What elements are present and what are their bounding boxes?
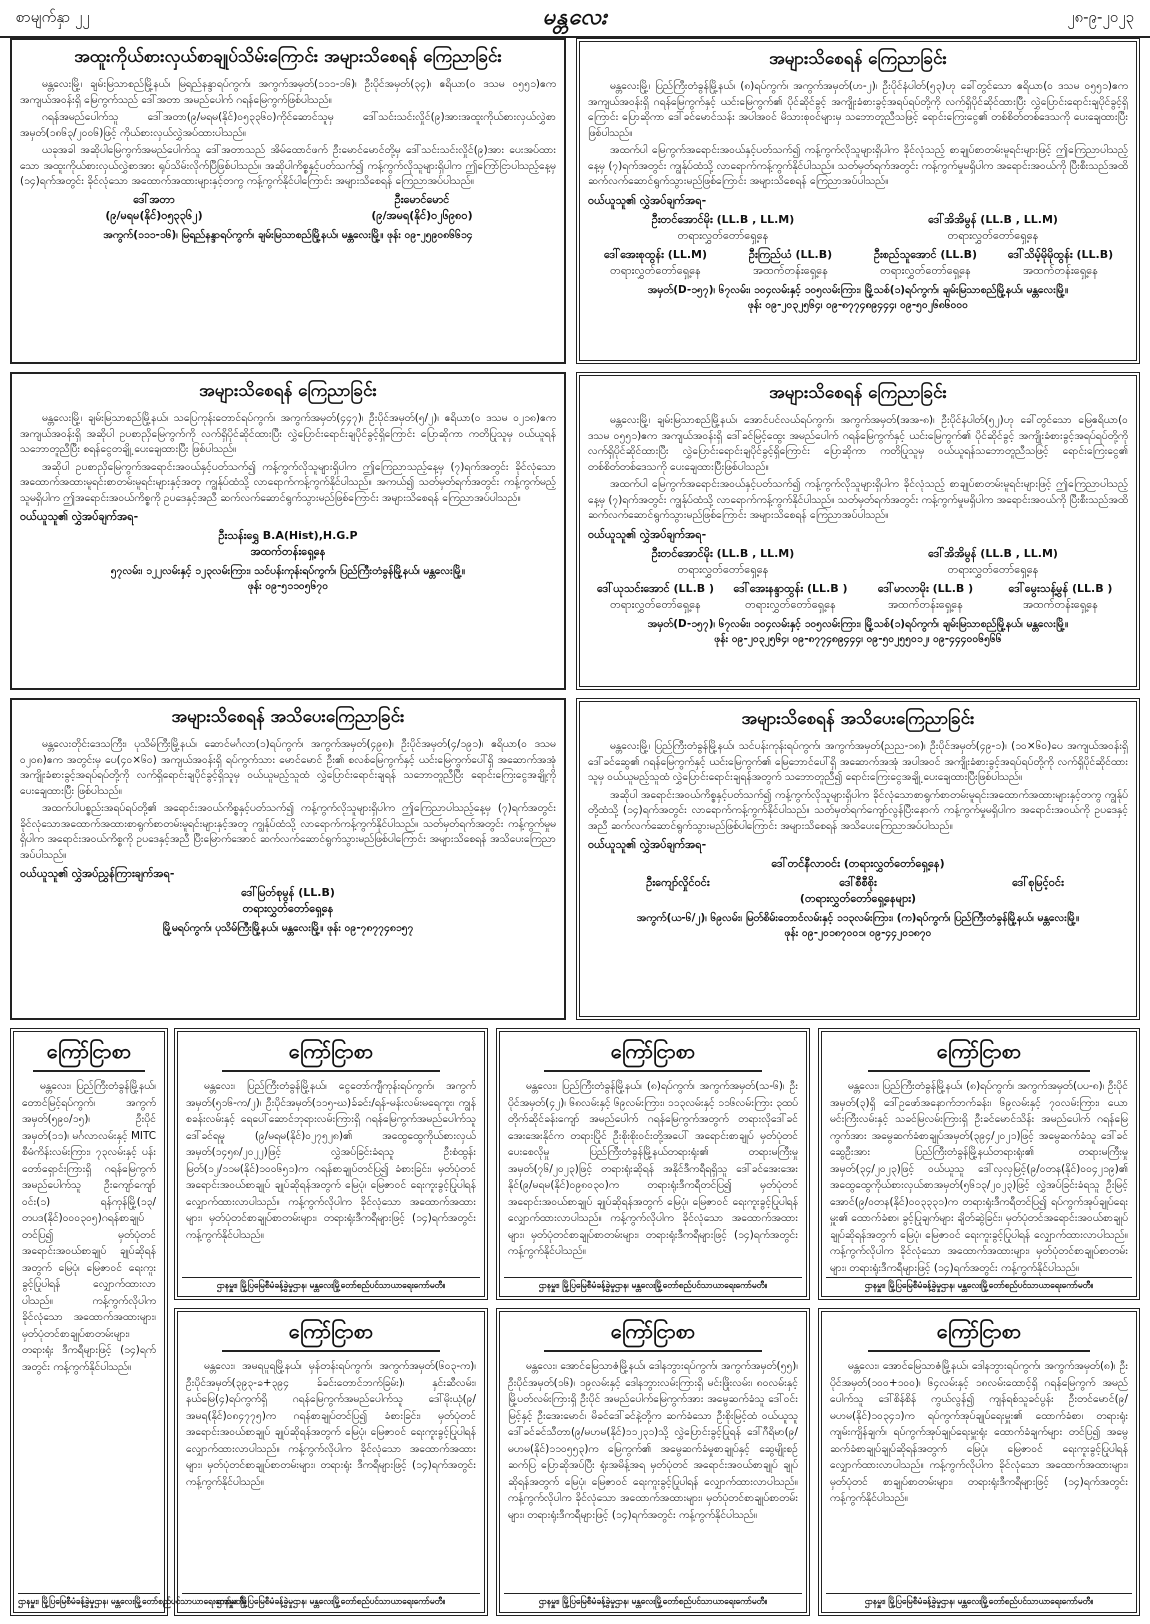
- public-notice-footer: ဌာနမှူး၊ မြို့ပြမြေစီမံခန့်ခွဲမှုဌာန၊ မန္တလေးမြို့တော်စည်ပင်သာယာရေးကော်မတီ။: [504, 1277, 802, 1293]
- notice-body: [20, 77, 556, 190]
- signatory-name: ဦးမောင်မောင်: [394, 192, 450, 206]
- notice-paragraph: အထက်ပါ မြေကွက်အရောင်းအဝယ်နှင့်ပတ်သက်၍ ကန့်ကွက်လိုသူများရှိပါက ခိုင်လုံသည့် စာချုပ်စာတမ်းမူရင်းများဖြင့် ဤကြေညာပါသည့်နေ့မှ (၇)ရက်အတွင်း ကျွန်ုပ်ထံသို့ လာရောက်ကန့်ကွက်နိုင်ပါသည်။ သတ်မှတ်ရက်အတွင်း ကန့်ကွက်မှုမရှိပါက အရောင်းအဝယ်ကို ပြီးစီးသည်အထိ ဆက်လက်ဆောင်ရွက်သွားမည်ဖြစ်ကြောင်း အများသိစေရန် ကြေညာအပ်ပါသည်။: [588, 478, 1128, 521]
- lawyer-title: တရားလွှတ်တော်ရှေ့နေ: [610, 597, 701, 611]
- lawyer-title: တရားလွှတ်တော်ရှေ့နေ: [880, 263, 971, 277]
- public-notice-1: [10, 1028, 247, 1616]
- public-notice-4: [818, 1028, 1140, 1300]
- lawyer-name: ဦးကြည်ယံ (LL.B): [748, 247, 833, 261]
- lawyers-top: [588, 213, 1128, 245]
- public-notice-2: [174, 1028, 488, 1300]
- lawyer-name: ဒေါ်အိအိမွန် (LL.B , LL.M): [928, 546, 1058, 560]
- notice-body: [588, 413, 1128, 524]
- public-notice-body: မန္တလေး၊ ပြည်ကြီးတံခွန်မြို့နယ်၊ တောင်မြင့်ရပ်ကွက်၊ အကွက်အမှတ်(၅၉၀/၁၅)၊ ဦးပိုင်အမှတ်(၁၁)၊ မင်္ဂလာလမ်းနှင့် MITC စီမံကိန်းလမ်းကြား၊ ၇၃လမ်းနှင့် ပန်းတော်ရှောင်းကြားရှိ ဂရန်မြေကွက်အမည်ပေါက်သူ ဦးကျော်ကျော်ဝင်း(၁) ရန်ကုန်မြို့(၁၃/တပဒ(နိုင်)၀၀၀၃၀၅)ဂရန်စာချုပ် တင်ပြ၍ မှတ်ပုံတင် အရောင်းအဝယ်စာချုပ် ချုပ်ဆိုရန်အတွက် မြေပုံ၊ မြေဇာဝင် ရေးကူးခွင့်ပြုပါရန် လျှောက်ထားလာပါသည်။ ကန့်ကွက်လိုပါက ခိုင်လုံသော အထောက်အထားများ၊ မှတ်ပုံတင်စာချုပ်စာတမ်းများ၊ တရားရုံး ဒီကရီများဖြင့် (၁၄)ရက်အတွင်း ကန့်ကွက်နိုင်ပါသည်။: [22, 1080, 156, 1373]
- page-number: စာမျက်နှာ ၂၂: [16, 8, 90, 26]
- lawyer-name: ဒေါ်အေးနန္ဒာထွန်း (LL.B ): [733, 581, 848, 595]
- lawyer-name: ဒေါ်တင်နီလာဝင်း (တရားလွှတ်တော်ရှေ့နေ): [771, 857, 945, 870]
- notice-paragraph: အထက်ပါပစ္စည်းအရပ်ရပ်တို့၏ အရောင်းအဝယ်ကိစ္စနှင့်ပတ်သက်၍ ကန့်ကွက်လိုသူများရှိပါက ဤကြေညာပါသည့်နေ့မှ (၇)ရက်အတွင်း ခိုင်လုံသောအထောက်အထားစာရွက်စာတမ်းမူရင်းများနှင့်အတူ ကျွန်ုပ်ထံသို့ လာရောက်ကန့်ကွက်နိုင်ပါသည်။ သတ်မှတ်ရက်အတွင်း ကန့်ကွက်မှုမရှိပါက အရောင်းအဝယ်ကိစ္စကို ဥပဒေနှင့်အညီ ပြီးမြောက်အောင် ဆက်လက်ဆောင်ရွက်သွားမည်ဖြစ်ပါကြောင်း အများသိစေရန် အသိပေးကြေညာအပ်ပါသည်။: [20, 802, 556, 861]
- notice-paragraph: ဂရန်အမည်ပေါက်သူ ဒေါ်အတာ(၉/မရမ(နိုင်)၀၅၃၃၆၀)ကိုင်ဆောင်သူမှ ဒေါ်သင်းသင်းလှိုင်(၉)အားအထူးကိုယ်စားလှယ်လွှဲစာအမှတ်(၁၈၆၃/၂၀၀၆)ဖြင့် ကိုယ်စားလှယ်လွှဲအပ်ထားပါသည်။: [20, 111, 556, 139]
- lawyer-title: အထက်တန်းရှေ့နေ: [1023, 597, 1098, 611]
- lawyer-name: ဒေါ်အိအိမွန် (LL.B , LL.M): [928, 212, 1058, 226]
- lawyer-name: ဒေါ်စုမြင့်ဝင်း: [1012, 876, 1064, 889]
- lawyer-title: တရားလွှတ်တော်ရှေ့နေ: [677, 562, 769, 576]
- lawyer-name: ဦးစည်သူအောင် (LL.B): [873, 247, 978, 261]
- lawyer-title: တရားလွှတ်တော်ရှေ့နေ: [745, 597, 836, 611]
- lawyer-name: ဦးတင်အောင်မိုး (LL.B , LL.M): [651, 546, 795, 560]
- notice-body: [588, 79, 1128, 190]
- signatory-id: (၉/မရမ(နိုင်)၀၅၃၃၆၂): [105, 208, 203, 222]
- public-notice-body: မန္တလေး၊ ပြည်ကြီးတံခွန်မြို့နယ်၊ ငွေတော်ကျီကုန်းရပ်ကွက်၊ အကွက်အမှတ်(၅၁၆-က/၂)၊ ဦးပိုင်အမှတ်(၁၁၅-ဃ)ခ်ခင်း/ရန်-မန်းလမ်းမရေကူး၊ ကျွန်စခန်းလမ်းနှင့် ရေပေါ်ဆောင်ဘုရားလမ်းကြားရှိ ဂရန်မြေကွက်အမည်ပေါက်သူ ဒေါ်ခင်ရမူ (၉/မရမ(နိုင်)၀၂၇၅၂၈)၏ အထွေထွေကိုယ်စားလှယ်အမှတ်(၁၄၅၈/၂၀၂၂)ဖြင့် လွှဲအပ်ခြင်းခံရသူ ဦးစံထွန်းမြတ်(၁၂/၁၁မ(နိုင်)၁၀၀၆၅၁)က ဂရန်စာချုပ်တင်ပြ၍ ခံစားခြင်း၊ မှတ်ပုံတင်အရောင်းအဝယ်စာချုပ် ချုပ်ဆိုရန်အတွက် မြေပုံ၊ မြေဇာဝင် ရေးကူးခွင့်ပြုပါရန် လျှောက်ထားလာပါသည်။ ကန့်ကွက်လိုပါက ခိုင်လုံသော အထောက်အထားများ၊ မှတ်ပုံတင်စာချုပ်စာတမ်းများ၊ တရားရုံးဒီကရီများဖြင့် (၁၄)ရက်အတွင်း ကန့်ကွက်နိုင်ပါသည်။: [186, 1080, 476, 1241]
- lawyer: [20, 529, 556, 561]
- lawyer-name: ဦးသန်းရွှေ B.A(Hist),H.G.P: [218, 529, 358, 542]
- notice-paragraph: အထက်ပါ မြေကွက်အရောင်းအဝယ်နှင့်ပတ်သက်၍ ကန့်ကွက်လိုသူများရှိပါက ခိုင်လုံသည့် စာချုပ်စာတမ်းမူရင်းများဖြင့် ဤကြေညာပါသည့်နေ့မှ (၇)ရက်အတွင်း ကျွန်ုပ်ထံသို့ လာရောက်ကန့်ကွက်နိုင်ပါသည်။ သတ်မှတ်ရက်အတွင်း ကန့်ကွက်မှုမရှိပါက အရောင်းအဝယ်ကို ပြီးစီးသည်အထိ ဆက်လက်ဆောင်ရွက်သွားမည်ဖြစ်ကြောင်း အများသိစေရန် ကြေညာအပ်ပါသည်။: [588, 144, 1128, 187]
- public-notice-title: ကြော်ငြာစာ: [222, 1316, 439, 1352]
- public-notice-title: ကြော်ငြာစာ: [33, 1036, 144, 1072]
- public-notice-body: မန္တလေး၊ အောင်မြေသာဇံမြို့နယ်၊ ဒေါနဘွားရပ်ကွက်၊ အကွက်အမှတ်(၅၅)၊ ဦးပိုင်အမှတ်(၁၆)၊ ၁၉လမ်းနှင့် ဒေါနဘွားလမ်းကြားရှိ မင်းဖြိုးလမ်း၊ ၈၀လမ်းနှင့် မြို့ပတ်လမ်းကြားရှိ ဦးပိုင် အမည်ပေါက်မြေကွက်အား အမွေဆက်ခံသူ ဒေါ်ဝင်းမြင့်နှင့် ဦးအေးမောင်၊ မိခင်ဒေါ်ခင်နဲ့တို့က ဆက်ခံသော ဦးစိုးမြင့်ထံ ဝယ်ယူသူ ဒေါ်ခင်ခင်သီတာ(၉/မဟမ(နိုင်)၁၁၂၃၁)သို့ လွှဲပြောင်းခွင့်ပြုရန် ဒေါ်ဂီရိမာ(၉/မဟမ(နိုင်)၁၁၀၅၅၃)က မြေကွက်၏ အမွေဆက်ခံမှုစာချုပ်နှင့် ဆွေမျိုးစဉ်ဆက်ပြ ပြောဆိုအပ်ပြီး ရုံးအမိန့်အရ မှတ်ပုံတင် အရောင်းအဝယ်စာချုပ် ချုပ်ဆိုရန်အတွက် မြေပုံ၊ မြေဇာဝင် ရေးကူးခွင့်ပြုပါရန် လျှောက်ထားလာပါသည်။ ကန့်ကွက်လိုပါက ခိုင်လုံသော အထောက်အထားများ၊ မှတ်ပုံတင်စာချုပ်စာတမ်းများ၊ တရားရုံးဒီကရီများဖြင့် (၁၄)ရက်အတွင်း ကန့်ကွက်နိုင်ပါသည်။: [508, 1360, 798, 1521]
- notice-title: အများသိစေရန် အသိပေးကြေညာခြင်း: [171, 707, 405, 727]
- notice-title: အထူးကိုယ်စားလှယ်စာချုပ်သိမ်းကြောင်း အများသိစေရန် ကြေညာခြင်း: [74, 47, 502, 67]
- public-notice-title: ကြော်ငြာစာ: [544, 1036, 761, 1072]
- notice-paragraph: မန္တလေးမြို့၊ ပြည်ကြီးတံခွန်မြို့နယ်၊ (၈)ရပ်ကွက်၊ အကွက်အမှတ်(ဟ-၂)၊ ဦးပိုင်နံပါတ်(၅၃)ဟု ခေါ်တွင်သော ဧရိယာ(၀ ဒသမ ၀၅၅၁)ဧက အကျယ်အဝန်းရှိ ဂရန်မြေကွက်နှင့် ယင်းမြေကွက်၏ ပိုင်ဆိုင်ခွင့် အကျိုးခံစားခွင့်အရပ်ရပ်တို့ကို လက်ရှိပိုင်ဆိုင်ထားပြီး လွှဲပြောင်းရောင်းချပိုင်ခွင့်ရှိကြောင်း ပြောဆိုကာ ဒေါ်ခင်မောင်သန်း အပါအဝင် မိသားစုဝင်များမှ သဘောတူညီသဖြင့် ရောင်းကြေးငွေ၏ တစ်စိတ်တစ်ဒေသကို ပေးချေထားပြီးဖြစ်ပါသည်။: [588, 80, 1128, 139]
- signatories: [20, 193, 556, 225]
- client-label: ဝယ်ယူသူ၏ လွှဲအပ်ချက်အရ-: [588, 838, 707, 851]
- notice-footer: အကွက်(၁၁၁-၁၆)၊ မြရည်နန္ဒာရပ်ကွက်၊ ချမ်းမြသာစည်မြို့နယ်၊ မန္တလေးမြို့။ ဖုန်း ၀၉-၂၅၉၀၈၆၆၁၄: [103, 228, 473, 241]
- notice-title: အများသိစေရန် ကြေညာခြင်း: [199, 381, 377, 401]
- lawyer-name: ဒေါ်မာလာမိုး (LL.B ): [877, 581, 974, 595]
- public-notice-footer: ဌာနမှူး၊ မြို့ပြမြေစီမံခန့်ခွဲမှုဌာန၊ မန္တလေးမြို့တော်စည်ပင်သာယာရေးကော်မတီ။: [826, 1277, 1132, 1293]
- lawyer: [20, 886, 556, 918]
- lawyer-name: ဦးတင်အောင်မိုး (LL.B , LL.M): [651, 212, 795, 226]
- lawyer-title: တရားလွှတ်တော်ရှေ့နေ: [610, 263, 701, 277]
- notice-footer: အမှတ်(D-၁၅၇)၊ ၆၇လမ်း၊ ၁၀၄လမ်းနှင့် ၁၀၅လမ်းကြား၊ မြို့သစ်(၁)ရပ်ကွက်၊ ချမ်းမြသာစည်မြို့နယ်၊ မန္တလေးမြို့။: [647, 283, 1069, 296]
- lawyers-bottom: [588, 248, 1128, 280]
- public-notice-3: [496, 1028, 810, 1300]
- public-notice-footer: ဌာနမှူး၊ မြို့ပြမြေစီမံခန့်ခွဲမှုဌာန၊ မန္တလေးမြို့တော်စည်ပင်သာယာရေးကော်မတီ။: [182, 1593, 480, 1609]
- notice-phone: ဖုန်း ၀၉-၂၀၃၂၅၆၄၊ ၀၉-၈၇၇၄၈၉၄၄၄၊ ၀၉-၅၀၂၆၈၆၀၀၀: [747, 298, 969, 311]
- lawyer-name: ဒေါ်စီစီစိုး: [839, 876, 877, 889]
- notice-paragraph: အဆိုပါ အရောင်းအဝယ်ကိစ္စနှင့်ပတ်သက်၍ ကန့်ကွက်လိုသူများရှိပါက ခိုင်လုံသောစာရွက်စာတမ်းမူရင်းအထောက်အထားများနှင့်တကွ ကျွန်ုပ်တို့ထံသို့ (၁၄)ရက်အတွင်း လာရောက်ကန့်ကွက်နိုင်ပါသည်။ သတ်မှတ်ရက်ကျော်လွန်ပြီးနောက် ကန့်ကွက်မှုမရှိပါက အရောင်းအဝယ်ကို ဥပဒေနှင့်အညီ ဆက်လက်ဆောင်ရွက်သွားမည်ဖြစ်ပါကြောင်း အများသိစေရန် အသိပေးကြေညာအပ်ပါသည်။: [588, 788, 1128, 832]
- lawyer-title: တရားလွှတ်တော်ရှေ့နေ: [242, 902, 334, 915]
- notice-paragraph: မန္တလေးမြို့၊ ချမ်းမြသာစည်မြို့နယ်၊ သပြေကုန်းတောင်ရပ်ကွက်၊ အကွက်အမှတ်(၄၄၇)၊ ဦးပိုင်အမှတ်(၅/၂)၊ ဧရိယာ(၀ ဒသမ ၀၂၁၈)ဧက အကျယ်အဝန်းရှိ အဆိုပါ ဥပစာညှိမြေကွက်ကို လက်ရှိပိုင်ဆိုင်ထားပြီး လွှဲပြောင်းရောင်းချပိုင်ခွင့်ရှိကြောင်း ပြောဆိုကာ ကတိပြုသူမှ ဝယ်ယူရန်သဘောတူညီပြီး စရန်ငွေတချို့ ပေးချေထားပြီး ဖြစ်ပါသည်။: [20, 412, 556, 455]
- notice-title: အများသိစေရန် ကြေညာခြင်း: [769, 49, 947, 69]
- client-label: ဝယ်ယူသူ၏ လွှဲအပ်ချက်အရ-: [20, 510, 139, 523]
- notice-paragraph: မန္တလေးမြို့၊ ချမ်းမြသာစည်မြို့နယ်၊ အောင်ပင်လယ်ရပ်ကွက်၊ အကွက်အမှတ်(အအ-၈)၊ ဦးပိုင်နံပါတ်(၅၂)ဟု ခေါ်တွင်သော မြေဧရိယာ(၀ ဒသမ ၀၅၅၁)ဧက အကျယ်အဝန်းရှိ ဒေါ်ခင်မြင့်ထွေး အမည်ပေါက် ဂရန်မြေကွက်နှင့် ယင်းမြေကွက်၏ ပိုင်ဆိုင်ခွင့် အကျိုးခံစားခွင့်အရပ်ရပ်တို့ကို လက်ရှိပိုင်ဆိုင်ထားပြီး လွှဲပြောင်းရောင်းချပိုင်ခွင့်ရှိကြောင်း ပြောဆိုကာ ကတိပြုသူမှ ဝယ်ယူရန်သဘောတူညီသဖြင့် ရောင်းကြေးငွေ၏ တစ်စိတ်တစ်ဒေသကို ပေးချေထားပြီးဖြစ်ပါသည်။: [588, 414, 1128, 473]
- notice-paragraph: မန္တလေးမြို့၊ ပြည်ကြီးတံခွန်မြို့နယ်၊ သင်ပန်းကုန်းရပ်ကွက်၊ အကွက်အမှတ်(ညည-၁၈)၊ ဦးပိုင်အမှတ်(၄၉-၁)၊ (၁၀×၆၀)ပေ အကျယ်အဝန်းရှိ ဒေါ်ခင်ဆွေ၏ ဂရန်မြေကွက်နှင့် ယင်းမြေကွက်၏ မြေဘောင်ပေါ်ရှိ အဆောက်အအုံ အပါအဝင် အကျိုးခံစားခွင့်အရပ်ရပ်တို့ကို လက်ရှိပိုင်ဆိုင်ထားသူမှ ဝယ်ယူမည့်သူထံ လွှဲပြောင်းရောင်းချရန်အတွက် သဘောတူညီ၍ ရောင်းကြေးငွေအချို့ ပေးချေထားပြီးဖြစ်ပါသည်။: [588, 740, 1128, 783]
- notice-information-1: [10, 698, 566, 1020]
- lawyer-title: တရားလွှတ်တော်ရှေ့နေ: [677, 228, 769, 242]
- notice-public-announcement-1: [576, 38, 1140, 364]
- notice-footer: ၅၇လမ်း၊ ၁၂၂လမ်းနှင့် ၁၂၃လမ်းကြား၊ သင်ပန်းကုန်းရပ်ကွက်၊ ပြည်ကြီးတံခွန်မြို့နယ်၊ မန္တလေးမြို့။: [110, 565, 466, 577]
- public-notice-body: မန္တလေး၊ အမရပူရမြို့နယ်၊ မှန်တန်းရပ်ကွက်၊ အကွက်အမှတ်(၆၀၃-က)၊ ဦးပိုင်အမှတ်(၃၉၃-ခ+၃၉၄ ခ်ခင်းတောင်ဘက်ခြမ်း)၊ နှင်းဆီလမ်း၊ နယ်မြေ(၄)ရပ်ကွက်ရှိ ဂရန်မြေကွက်အမည်ပေါက်သူ ဒေါ်မိုးယုံ(၉/အမရ(နိုင်)၀၈၄၇၇၅)က ဂရန်စာချုပ်တင်ပြ၍ ခံစားခြင်း၊ မှတ်ပုံတင်အရောင်းအဝယ်စာချုပ် ချုပ်ဆိုရန်အတွက် မြေပုံ၊ မြေဇာဝင် ရေးကူးခွင့်ပြုပါရန် လျှောက်ထားလာပါသည်။ ကန့်ကွက်လိုပါက ခိုင်လုံသော အထောက်အထားများ၊ မှတ်ပုံတင်စာချုပ်စာတမ်းများ၊ တရားရုံး ဒီကရီများဖြင့် (၁၄)ရက်အတွင်း ကန့်ကွက်နိုင်ပါသည်။: [186, 1360, 476, 1488]
- notice-footer: အမှတ်(D-၁၅၇)၊ ၆၇လမ်း၊ ၁၀၄လမ်းနှင့် ၁၀၅လမ်းကြား၊ မြို့သစ်(၁)ရပ်ကွက်၊ ချမ်းမြသာစည်မြို့နယ်၊ မန္တလေးမြို့။: [647, 617, 1069, 630]
- lawyer-name: ဒေါ်သိမ့်မိုမိုထွန်း (LL.B): [1007, 247, 1114, 261]
- notice-paragraph: အဆိုပါ ဥပစာညှိမြေကွက်အရောင်းအဝယ်နှင့်ပတ်သက်၍ ကန့်ကွက်လိုသူများရှိပါက ဤကြေညာသည့်နေ့မှ (၇)ရက်အတွင်း ခိုင်လုံသောအထောက်အထားမူရင်းစာတမ်းမူရင်းများနှင့်အတူ ကျွန်ုပ်ထံသို့ လာရောက်ကန့်ကွက်နိုင်ပါသည်။ အကယ်၍ သတ်မှတ်ရက်အတွင်း ကန့်ကွက်မည့်သူမရှိပါက ဤအရောင်းအဝယ်ကိစ္စကို ဥပဒေနှင့်အညီ ဆက်လက်ဆောင်ရွက်သွားမည်ဖြစ်ကြောင်း အများသိစေရန် ကြေညာအပ်ပါသည်။: [20, 460, 556, 504]
- notice-phone: ဖုန်း ၀၉-၂၀၁၈၇၀၀၁၊ ၀၉-၄၄၂၀၁၈၇၀: [784, 927, 932, 939]
- notice-body: [20, 737, 556, 863]
- public-notice-title: ကြော်ငြာစာ: [222, 1036, 439, 1072]
- lawyer-title: တရားလွှတ်တော်ရှေ့နေ: [947, 228, 1039, 242]
- page-header: [0, 0, 1150, 38]
- client-label: ဝယ်ယူသူ၏ လွှဲအပ်ချက်အရ-: [588, 193, 707, 207]
- public-notice-footer: ဌာနမှူး၊ မြို့ပြမြေစီမံခန့်ခွဲမှုဌာန၊ မန္တလေးမြို့တော်စည်ပင်သာယာရေးကော်မတီ။: [18, 1593, 160, 1609]
- notice-information-2: [576, 698, 1140, 1020]
- lawyers-row: [588, 876, 1128, 908]
- notice-paragraph: မန္တလေးတိုင်းဒေသကြီး၊ ပုသိမ်ကြီးမြို့နယ်၊ ဆောင်မင်္ဂလာ(၁)ရပ်ကွက်၊ အကွက်အမှတ်(၄၉၈)၊ ဦးပိုင်အမှတ်(၄/၁၉၁)၊ ဧရိယာ(၀ ဒသမ ၀၂၀၈)ဧက အတွင်းမှ ပေ(၄၀×၆၀) အကျယ်အဝန်းရှိ ရပ်ကွက်သား မောင်မောင် ဦး၏ စလစ်မြေကွက်နှင့် ယင်းမြေကွက်ပေါ်ရှိ အဆောက်အအုံ အကျိုးခံစားခွင့်အရပ်ရပ်တို့ကို လက်ရှိရောင်းချပိုင်ခွင့်ရှိသူမှ ဝယ်ယူမည့်သူထံ လွှဲပြောင်းရောင်းချရန် သဘောတူညီပြီး ရောင်းကြေးငွေအချို့ကို ပေးချေထားပြီး ဖြစ်ပါသည်။: [20, 738, 556, 797]
- public-notice-body: မန္တလေး၊ ပြည်ကြီးတံခွန်မြို့နယ်၊ (၈)ရပ်ကွက်၊ အကွက်အမှတ်(သ-၆)၊ ဦးပိုင်အမှတ်(၄၂)၊ ၆၈လမ်းနှင့် ၆၉လမ်းကြား၊ ၁၁၃လမ်းနှင့် ၁၁၆လမ်းကြား ၃ထပ်တိုက်ဆိုင်ခန်းကျော် အမည်ပေါက် ဂရန်မြေကွက်အတွက် တရားလိုဒေါ်ခင်အေးအေးနိုင်က တရားပြိုင် ဦးစိုးစိုးဝင်းတို့အပေါ် အရောင်းစာချုပ် မှတ်ပုံတင်ပေးစေလိုမှု ပြည်ကြီးတံခွန်မြို့နယ်တရားရုံး၏ တရားမကြီးမှုအမှတ်(၇၆/၂၀၂၃)ဖြင့် တရားရုံးဆိုရန် အနိုင်ဒီကရီရရှိသူ ဒေါ်ခင်အေးအေးနိုင်(၉/မရမ(နိုင်)၀၉၈၀၃၀)က တရားရုံးဒီကရီတင်ပြ၍ မှတ်ပုံတင်အရောင်းအဝယ်စာချုပ် ချုပ်ဆိုရန်အတွက် မြေပုံ၊ မြေဇာဝင် ရေးကူးခွင့်ပြုပါရန် လျှောက်ထားလာပါသည်။ ကန့်ကွက်လိုပါက ခိုင်လုံသော အထောက်အထားများ၊ မှတ်ပုံတင်စာချုပ်စာတမ်းများ၊ တရားရုံးဒီကရီများဖြင့် (၁၄)ရက်အတွင်း ကန့်ကွက်နိုင်ပါသည်။: [508, 1080, 798, 1257]
- public-notice-footer: ဌာနမှူး၊ မြို့ပြမြေစီမံခန့်ခွဲမှုဌာန၊ မန္တလေးမြို့တော်စည်ပင်သာယာရေးကော်မတီ။: [504, 1593, 802, 1609]
- notice-footer: အကွက်(ယ-၆/၂)၊ ၆၉လမ်း၊ မြတ်စိမ်းတောင်လမ်းနှင့် ၁၁၃လမ်းကြား၊ (က)ရပ်ကွက်၊ ပြည်ကြီးတံခွန်မြို့နယ်၊ မန္တလေးမြို့။: [636, 912, 1080, 924]
- signatory-id: (၉/အမရ(နိုင်)၀၂၆၉၈၀): [371, 208, 473, 222]
- notice-public-announcement-3: [576, 372, 1140, 690]
- notice-public-announcement-2: [10, 372, 566, 690]
- issue-date: ၂၈-၉-၂၀၂၃: [1067, 8, 1134, 26]
- public-notice-body: မန္တလေး၊ ပြည်ကြီးတံခွန်မြို့နယ်၊ (၈)ရပ်ကွက်၊ အကွက်အမှတ်(ပပ-၈)၊ ဦးပိုင်အမှတ်(၃)ရှိ ဒေါ်ဥဖော်အနောက်ဘက်ခန်း၊ ၆၉လမ်းနှင့် ၇၀လမ်းကြား၊ ယောမင်းကြီးလမ်းနှင့် သခင်မြလမ်းကြားရှိ ဦးခင်မောင်သိန်း အမည်ပေါက် ဂရန်မြေကွက်အား အမွေဆက်ခံစာချုပ်အမှတ်(၃၉၄/၂၀၂၁)ဖြင့် အမွေဆက်ခံသူ ဒေါ်ခင်ဆွေဦးအား ပြည်ကြီးတံခွန်မြို့နယ်တရားရုံး၏ တရားမကြီးမှုအမှတ်(၃၄/၂၀၂၃)ဖြင့် ဝယ်ယူသူ ဒေါ်လှလှမြင့်(၉/ဝတန(နိုင်)၀၀၄၂၁၉)၏ အထွေထွေကိုယ်စားလှယ်စာအမှတ်(၅၆၁၃/၂၀၂၃)ဖြင့် လွှဲအပ်ခြင်းခံရသူ ဦးမြင့်အောင်(၉/ဝတန(နိုင်)၀၀၃၃၃၁)က တရားရုံးဒီကရီတင်ပြ၍ ရပ်ကွက်အုပ်ချုပ်ရေးမှူး၏ ထောက်ခံစာ၊ ခွင့်ပြုချက်များ ချိတ်ဆွဲခြင်း၊ မှတ်ပုံတင်အရောင်းအဝယ်စာချုပ် ချုပ်ဆိုရန်အတွက် မြေပုံ၊ မြေဇာဝင် ရေးကူးခွင့်ပြုပါရန် လျှောက်ထားလာပါသည်။ ကန့်ကွက်လိုပါက ခိုင်လုံသော အထောက်အထားများ၊ မှတ်ပုံတင်စာချုပ်စာတမ်းများ၊ တရားရုံးဒီကရီများဖြင့် (၁၄)ရက်အတွင်း ကန့်ကွက်နိုင်ပါသည်။: [830, 1080, 1128, 1274]
- lawyers-title: (တရားလွှတ်တော်ရှေ့နေများ): [799, 892, 917, 905]
- public-notice-title: ကြော်ငြာစာ: [868, 1036, 1091, 1072]
- public-notice-footer: ဌာနမှူး၊ မြို့ပြမြေစီမံခန့်ခွဲမှုဌာန၊ မန္တလေးမြို့တော်စည်ပင်သာယာရေးကော်မတီ။: [826, 1593, 1132, 1609]
- notice-title: အများသိစေရန် အသိပေးကြေညာခြင်း: [741, 709, 975, 729]
- lawyer-title: တရားလွှတ်တော်ရှေ့နေ: [947, 562, 1039, 576]
- lawyers-bottom: [588, 582, 1128, 614]
- notice-body: [20, 411, 556, 506]
- notice-paragraph: ယခုအခါ အဆိုပါမြေကွက်အမည်ပေါက်သူ ဒေါ်အတာသည် အိမ်ထောင်ဖက် ဦးမောင်မောင်တို့မှ ဒေါ်သင်းသင်းလှိုင်(၉)အား ပေးအပ်ထားသော အထူးကိုယ်စားလှယ်လွှဲစာအား ရုပ်သိမ်းလိုက်ပြီဖြစ်ပါသည်။ အဆိုပါကိစ္စနှင့်ပတ်သက်၍ ကန့်ကွက်လိုသူများရှိပါက ဤကြော်ငြာပါသည့်နေ့မှ (၁၄)ရက်အတွင်း ခိုင်လုံသော အထောက်အထားများနှင့်တကွ ကန့်ကွက်နိုင်ပါကြောင်း အများသိစေရန် ကြေညာအပ်ပါသည်။: [20, 144, 556, 187]
- notice-footer: မြို့မရပ်ကွက်၊ ပုသိမ်ကြီးမြို့နယ်၊ မန္တလေးမြို့။ ဖုန်း ၀၉-၇၈၇၇၄၈၁၅၇: [162, 922, 414, 934]
- public-notice-footer: ဌာနမှူး၊ မြို့ပြမြေစီမံခန့်ခွဲမှုဌာန၊ မန္တလေးမြို့တော်စည်ပင်သာယာရေးကော်မတီ။: [182, 1277, 480, 1293]
- lawyer-main: [588, 857, 1128, 873]
- public-notice-body: မန္တလေး၊ အောင်မြေသာဇံမြို့နယ်၊ ဒေါနဘွားရပ်ကွက်၊ အကွက်အမှတ်(၈)၊ ဦးပိုင်အမှတ်(၁၀၀+၁၀၀)၊ ၆၄လမ်းနှင့် ၁၈လမ်းထောင့်ရှိ ဂရန်မြေကွက် အမည်ပေါက်သူ ဒေါ်စိန်စိန် ကွယ်လွန်၍ ကျန်ရစ်သူခင်ပွန်း ဦးတင်မောင်(၉/မဟမ(နိုင်)၁၀၃၄၁)က ရပ်ကွက်အုပ်ချုပ်ရေးမှူး၏ ထောက်ခံစာ၊ တရားရုံးကျမ်းကျိန်ချက်၊ ရပ်ကွက်အုပ်ချုပ်ရေးမှူးရုံး ထောက်ခံချက်များ တင်ပြ၍ အမွေဆက်ခံစာချုပ်ချုပ်ဆိုရန်အတွက် မြေပုံ၊ မြေဇာဝင် ရေးကူးခွင့်ပြုပါရန် လျှောက်ထားလာပါသည်။ ကန့်ကွက်လိုပါက ခိုင်လုံသော အထောက်အထားများ၊ မှတ်ပုံတင် စာချုပ်စာတမ်းများ၊ တရားရုံးဒီကရီများဖြင့် (၁၄)ရက်အတွင်း ကန့်ကွက်နိုင်ပါသည်။: [830, 1360, 1128, 1504]
- lawyer-name: ဦးကျော်လှိုင်ဝင်း: [646, 876, 710, 889]
- notice-phone: ဖုန်း ၀၉-၂၀၃၂၅၆၄၊ ၀၉-၈၇၇၄၈၉၄၄၄၊ ၀၉-၅၀၂၅၅၀၁၂၊ ၀၉-၄၄၄၀၀၆၅၆၆: [714, 632, 1002, 645]
- lawyer-name: ဒေါ်ယုသင်းအောင် (LL.B ): [596, 581, 714, 595]
- lawyer-name: ဒေါ်မြတ်စုမွန် (LL.B): [241, 886, 335, 899]
- public-notice-5: [174, 1308, 488, 1616]
- notice-body: [588, 739, 1128, 834]
- lawyer-title: အထက်တန်းရှေ့နေ: [250, 545, 326, 558]
- lawyer-name: ဒေါ်မွေးသန့်မွန် (LL.B ): [1008, 581, 1113, 595]
- public-notice-6: [496, 1308, 810, 1616]
- lawyers-top: [588, 547, 1128, 579]
- lawyer-title: အထက်တန်းရှေ့နေ: [1023, 263, 1098, 277]
- lawyer-name: ဒေါ်အေးစုထွန်း (LL.M): [603, 247, 707, 261]
- public-notice-title: ကြော်ငြာစာ: [544, 1316, 761, 1352]
- notice-agency-revocation: [10, 38, 566, 364]
- client-label: ဝယ်ယူသူ၏ လွှဲအပ်ညွှန်ကြားချက်အရ-: [20, 867, 175, 880]
- client-label: ဝယ်ယူသူ၏ လွှဲအပ်ချက်အရ-: [588, 527, 707, 541]
- notice-paragraph: မန္တလေးမြို့၊ ချမ်းမြသာစည်မြို့နယ်၊ မြရည်နန္ဒာရပ်ကွက်၊ အကွက်အမှတ်(၁၁၁-၁၆)၊ ဦးပိုင်အမှတ်(၃၄)၊ ဧရိယာ(၀ ဒသမ ၀၅၅၁)ဧက အကျယ်အဝန်းရှိ မြေကွက်သည် ဒေါ်အတာ အမည်ပေါက် ဂရန်မြေကွက်ဖြစ်ပါသည်။: [20, 78, 556, 106]
- masthead-logo: မန္တလေး: [542, 5, 608, 30]
- notice-phone: ဖုန်း ၀၉-၅၁၁၀၅၆၇၀: [247, 580, 329, 592]
- notice-title: အများသိစေရန် ကြေညာခြင်း: [769, 383, 947, 403]
- signatory-name: ဒေါ်အတာ: [133, 192, 175, 206]
- public-notice-7: [818, 1308, 1140, 1616]
- lawyer-title: အထက်တန်းရှေ့နေ: [753, 263, 828, 277]
- lawyer-title: အထက်တန်းရှေ့နေ: [888, 597, 963, 611]
- public-notice-title: ကြော်ငြာစာ: [868, 1316, 1091, 1352]
